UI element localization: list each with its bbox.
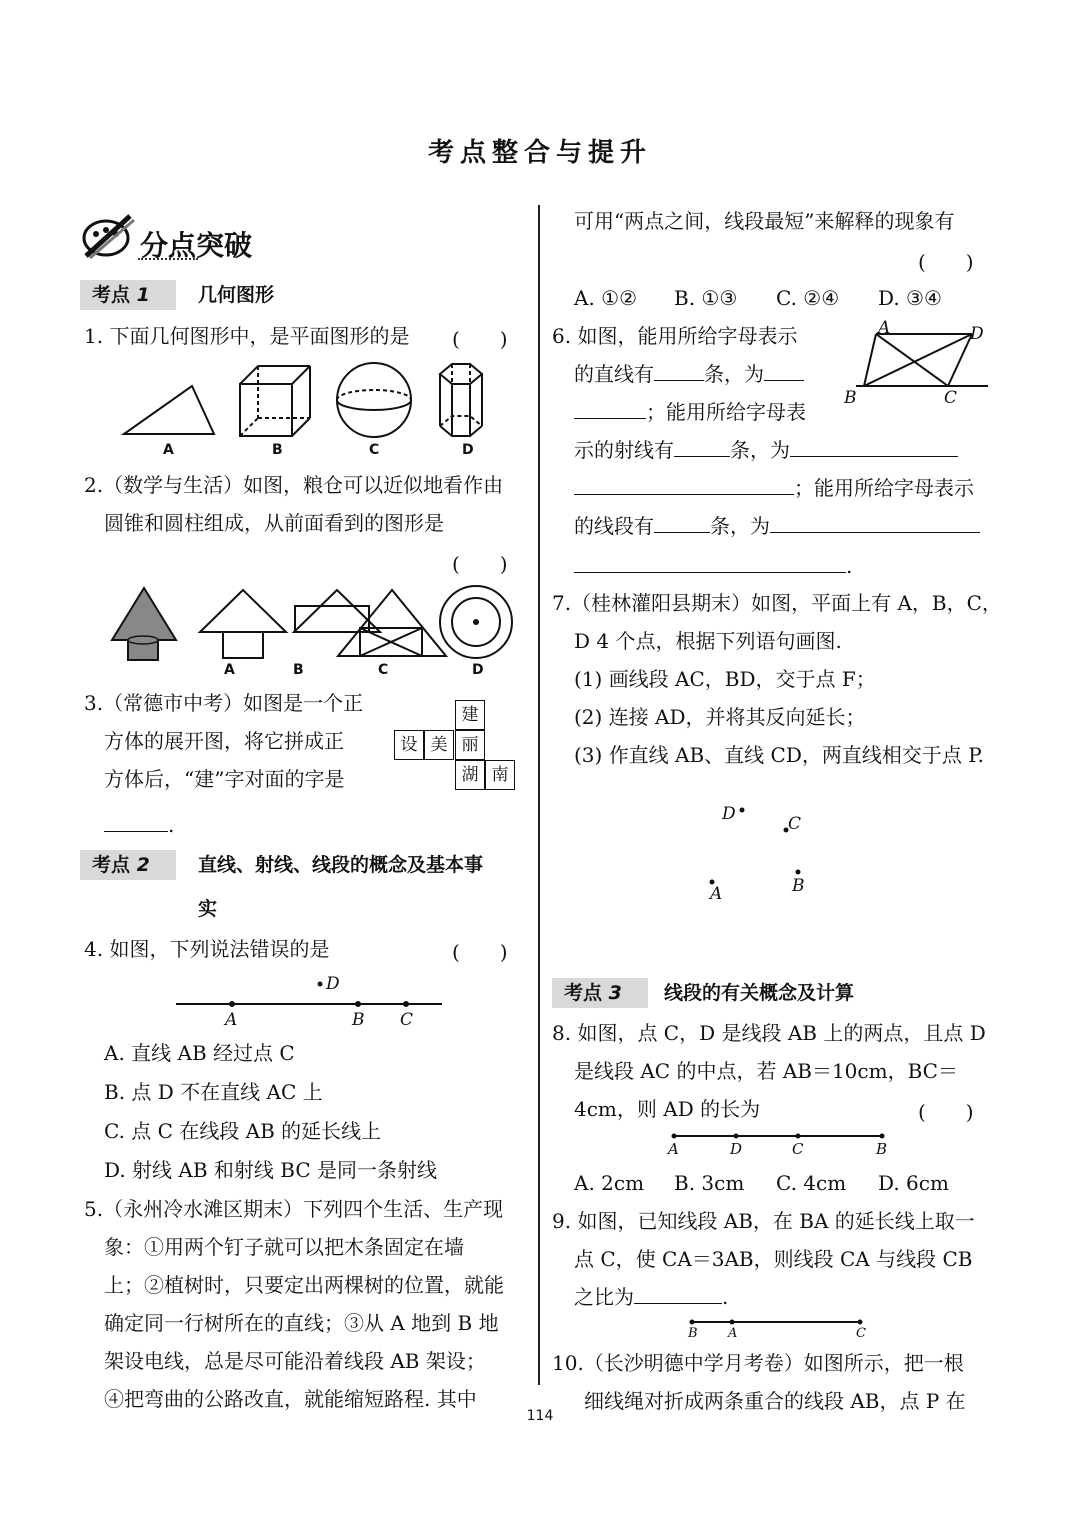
q6-l5: ；能用所给字母表示 (794, 476, 974, 500)
q9-point-b: B (688, 1326, 698, 1341)
q4-option-d[interactable]: D. 射线 AB 和射线 BC 是同一条射线 (104, 1158, 437, 1182)
q9-end: . (722, 1285, 729, 1309)
column-divider (538, 205, 540, 1385)
q7-point-d: D (722, 804, 736, 824)
q6-l2b: 条，为 (704, 362, 764, 386)
q4-point-b: B (352, 1010, 365, 1030)
q9-line1: 9. 如图，已知线段 AB，在 BA 的延长线上取一 (552, 1209, 975, 1233)
q6-blank-rays-a[interactable] (790, 438, 958, 457)
q6-l4a: 示的射线有 (574, 438, 674, 462)
q6-line7 (574, 553, 852, 579)
q7-step2: (2) 连接 AD，并将其反向延长； (574, 705, 866, 729)
q1-figures (118, 360, 518, 440)
net-cell-2: 设 (394, 730, 424, 760)
q6-point-b: B (844, 388, 857, 408)
q1-caption-a: A (163, 442, 174, 458)
q8-figure (666, 1126, 890, 1146)
q6-point-c: C (944, 388, 958, 408)
q7-point-a: A (710, 884, 723, 904)
q4-point-a: A (225, 1010, 238, 1030)
q7-point-b: B (792, 876, 805, 896)
q9-blank[interactable] (634, 1285, 722, 1304)
q6-blank-rays-count[interactable] (674, 438, 730, 457)
q6-blank-segments-a[interactable] (770, 514, 980, 533)
q2-caption-a: A (224, 662, 235, 678)
q9-point-c: C (856, 1326, 866, 1341)
q5-option-c[interactable]: C. ②④ (776, 286, 840, 310)
q5-cont: 可用“两点之间，线段最短”来解释的现象有 (574, 209, 955, 233)
topic-tag-text: 考点 (564, 982, 603, 1004)
topic-3-tag (552, 978, 648, 1008)
q6-blank-segments-b[interactable] (574, 554, 846, 573)
q3-line3: 方体后，“建”字对面的字是 (104, 767, 345, 791)
q5-line6: ④把弯曲的公路改直，就能缩短路程. 其中 (104, 1387, 477, 1411)
q2-caption-b: B (293, 662, 304, 678)
q6-blank-lines-count[interactable] (654, 362, 704, 381)
q8-answer-paren: ( ) (918, 1100, 974, 1124)
q8-point-d: D (730, 1140, 743, 1158)
q9-l3: 之比为 (574, 1285, 634, 1309)
brush-palette-icon (80, 208, 140, 264)
q5-option-d[interactable]: D. ③④ (878, 286, 942, 310)
q8-point-a: A (668, 1140, 679, 1158)
q9-figure (686, 1314, 866, 1330)
q4-answer-paren: ( ) (452, 940, 508, 964)
net-cell-5: 湖 (455, 760, 485, 790)
q5-line1: 5.（永州冷水滩区期末）下列四个生活、生产现 (84, 1197, 504, 1221)
section-header (80, 208, 280, 264)
q7-step1: (1) 画线段 AC，BD，交于点 F； (574, 667, 876, 691)
q6-line3 (574, 399, 806, 425)
section-header-label: 分点突破 (140, 229, 253, 262)
q4-point-d: D (326, 974, 340, 994)
q5-line2: 象：①用两个钉子就可以把木条固定在墙 (104, 1235, 464, 1259)
q7-step3: (3) 作直线 AB、直线 CD，两直线相交于点 P. (574, 743, 984, 767)
q1-caption-d: D (462, 442, 474, 458)
q4-option-b[interactable]: B. 点 D 不在直线 AC 上 (104, 1080, 323, 1104)
topic-tag-text: 考点 (92, 854, 131, 876)
q5-line3: 上；②植树时，只要定出两棵树的位置，就能 (104, 1273, 504, 1297)
q1-answer-paren: ( ) (452, 327, 508, 351)
q6-l6a: 的线段有 (574, 514, 654, 538)
topic-tag-text: 考点 (92, 284, 131, 306)
q2-figures (104, 582, 524, 664)
q4-option-c[interactable]: C. 点 C 在线段 AB 的延长线上 (104, 1119, 382, 1143)
q10-line2: 细线绳对折成两条重合的线段 AB，点 P 在 (584, 1389, 966, 1413)
topic-2-tag (80, 850, 176, 880)
q6-l6b: 条，为 (710, 514, 770, 538)
q6-line5 (574, 475, 974, 501)
topic-num: 2 (136, 854, 150, 876)
q6-point-d: D (970, 324, 984, 344)
q9-point-a: A (728, 1326, 738, 1341)
q3-line1: 3.（常德市中考）如图是一个正 (84, 691, 364, 715)
q6-l2a: 的直线有 (574, 362, 654, 386)
topic-3-name: 线段的有关概念及计算 (664, 982, 855, 1004)
topic-num: 1 (136, 284, 150, 306)
q6-line2 (574, 361, 804, 387)
q8-line3: 4cm，则 AD 的长为 (574, 1097, 761, 1121)
q8-line2: 是线段 AC 的中点，若 AB＝10cm，BC＝ (574, 1059, 958, 1083)
q6-l3: ；能用所给字母表 (646, 400, 806, 424)
q3-line2: 方体的展开图，将它拼成正 (104, 729, 344, 753)
q2-answer-paren: ( ) (452, 552, 508, 576)
q5-option-a[interactable]: A. ①② (574, 286, 638, 310)
topic-num: 3 (608, 982, 622, 1004)
q6-l7: . (846, 554, 853, 578)
q5-line4: 确定同一行树所在的直线；③从 A 地到 B 地 (104, 1311, 499, 1335)
q3-answer-line (104, 812, 174, 838)
q6-blank-segments-count[interactable] (654, 514, 710, 533)
q2-caption-d: D (472, 662, 484, 678)
topic-2-name-cont: 实 (198, 898, 218, 920)
q6-line1: 6. 如图，能用所给字母表示 (552, 324, 798, 348)
q8-line1: 8. 如图，点 C，D 是线段 AB 上的两点，且点 D (552, 1021, 986, 1045)
q9-line2: 点 C，使 CA＝3AB，则线段 CA 与线段 CB (574, 1247, 973, 1271)
q6-blank-rays-b[interactable] (574, 476, 794, 495)
q7-line2: D 4 个点，根据下列语句画图. (574, 629, 842, 653)
net-cell-1: 建 (455, 700, 485, 730)
q6-line6 (574, 513, 980, 539)
q7-point-c: C (788, 814, 802, 834)
q8-point-c: C (792, 1140, 804, 1158)
net-cell-4: 丽 (455, 730, 485, 760)
q4-option-a[interactable]: A. 直线 AB 经过点 C (104, 1041, 295, 1065)
q8-option-b[interactable]: B. 3cm (674, 1171, 745, 1195)
q6-blank-lines-a[interactable] (764, 362, 804, 381)
q5-line5: 架设电线，总是尽可能沿着线段 AB 架设； (104, 1349, 486, 1373)
topic-1-name: 几何图形 (198, 284, 275, 306)
q8-option-a[interactable]: A. 2cm (574, 1171, 645, 1195)
q3-blank[interactable] (104, 813, 168, 832)
q3-end: . (168, 813, 175, 837)
net-cell-6: 南 (485, 760, 515, 790)
q2-caption-c: C (378, 662, 389, 678)
q5-answer-paren: ( ) (918, 250, 974, 274)
q4-text: 4. 如图，下列说法错误的是 (84, 937, 330, 961)
q7-line1: 7.（桂林灌阳县期末）如图，平面上有 A，B，C， (552, 591, 1002, 615)
q1-text: 1. 下面几何图形中，是平面图形的是 (84, 324, 410, 348)
q2-line1: 2.（数学与生活）如图，粮仓可以近似地看作由 (84, 473, 504, 497)
net-cell-3: 美 (424, 730, 454, 760)
q9-line3 (574, 1284, 728, 1310)
q8-option-d[interactable]: D. 6cm (878, 1171, 949, 1195)
q8-option-c[interactable]: C. 4cm (776, 1171, 847, 1195)
q10-line1: 10.（长沙明德中学月考卷）如图所示，把一根 (552, 1351, 964, 1375)
q6-blank-lines-b[interactable] (574, 400, 646, 419)
page-number: 114 (526, 1408, 554, 1424)
q1-caption-b: B (272, 442, 283, 458)
q6-line4 (574, 437, 958, 463)
q5-option-b[interactable]: B. ①③ (674, 286, 738, 310)
q4-point-c: C (400, 1010, 414, 1030)
header-underline (138, 258, 198, 260)
topic-2-name: 直线、射线、线段的概念及基本事 (198, 854, 484, 876)
q8-point-b: B (876, 1140, 888, 1158)
topic-1-tag (80, 280, 176, 310)
q6-l4b: 条，为 (730, 438, 790, 462)
q1-caption-c: C (369, 442, 380, 458)
page-title: 考点整合与提升 (427, 138, 652, 168)
q6-figure (838, 318, 990, 396)
q6-point-a: A (878, 318, 891, 338)
q2-line2: 圆锥和圆柱组成，从前面看到的图形是 (104, 511, 444, 535)
